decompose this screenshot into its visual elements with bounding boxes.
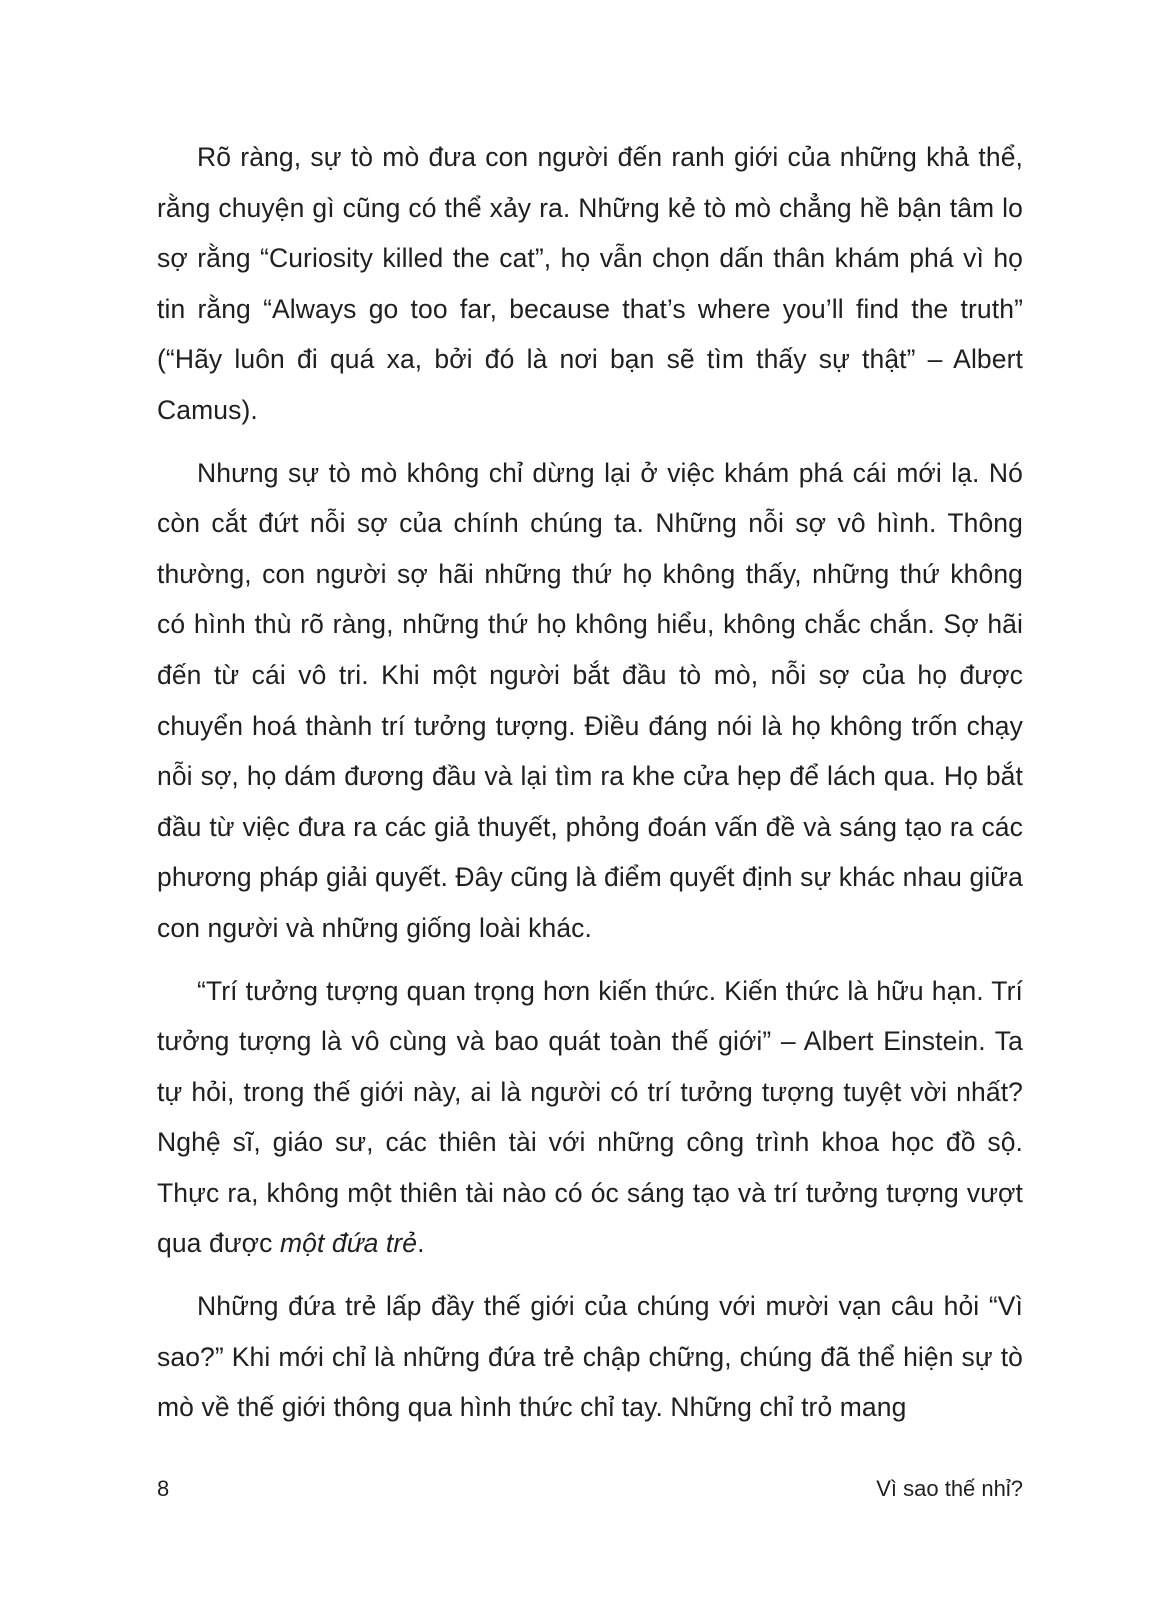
paragraph-3-text-before: “Trí tưởng tượng quan trọng hơn kiến thức. Kiến thức là hữu hạn. Trí tưởng tượng là vô cùng và bao quát toàn thế giới” – Albert Einstein. Ta tự hỏi, trong thế giới này, ai là người có trí tưởng tượng tuyệt vời nhất? Nghệ sĩ, giáo sư, các thiên tài với những công trình khoa học đồ sộ. Thực ra, không một thiên tài nào có óc sáng tạo và trí tưởng tượng vượt qua được <box>157 975 1023 1259</box>
paragraph-3-text-after: . <box>417 1228 425 1259</box>
running-title: Vì sao thế nhỉ? <box>876 1476 1023 1501</box>
paragraph-3 <box>157 966 1023 1270</box>
paragraph-4: Những đứa trẻ lấp đầy thế giới của chúng với mười vạn câu hỏi “Vì sao?” Khi mới chỉ là những đứa trẻ chập chững, chúng đã thể hiện sự tò mò về thế giới thông qua hình thức chỉ tay. Những chỉ trỏ mang <box>157 1291 1023 1423</box>
page-number: 8 <box>157 1476 170 1501</box>
body-text <box>157 132 1023 1445</box>
paragraph-2: Nhưng sự tò mò không chỉ dừng lại ở việc khám phá cái mới lạ. Nó còn cắt đứt nỗi sợ của chính chúng ta. Những nỗi sợ vô hình. Thông thường, con người sợ hãi những thứ họ không thấy, những thứ không có hình thù rõ ràng, những thứ họ không hiểu, không chắc chắn. Sợ hãi đến từ cái vô tri. Khi một người bắt đầu tò mò, nỗi sợ của họ được chuyển hoá thành trí tưởng tượng. Điều đáng nói là họ không trốn chạy nỗi sợ, họ dám đương đầu và lại tìm ra khe cửa hẹp để lách qua. Họ bắt đầu từ việc đưa ra các giả thuyết, phỏng đoán vấn đề và sáng tạo ra các phương pháp giải quyết. Đây cũng là điểm quyết định sự khác nhau giữa con người và những giống loài khác. <box>157 457 1023 943</box>
paragraph-3-emphasis: một đứa trẻ <box>279 1228 418 1259</box>
paragraph-1: Rõ ràng, sự tò mò đưa con người đến ranh giới của những khả thể, rằng chuyện gì cũng có thể xảy ra. Những kẻ tò mò chẳng hề bận tâm lo sợ rằng “Curiosity killed the cat”, họ vẫn chọn dấn thân khám phá vì họ tin rằng “Always go too far, because that’s where you’ll find the truth” (“Hãy luôn đi quá xa, bởi đó là nơi bạn sẽ tìm thấy sự thật” – Albert Camus). <box>157 142 1023 425</box>
